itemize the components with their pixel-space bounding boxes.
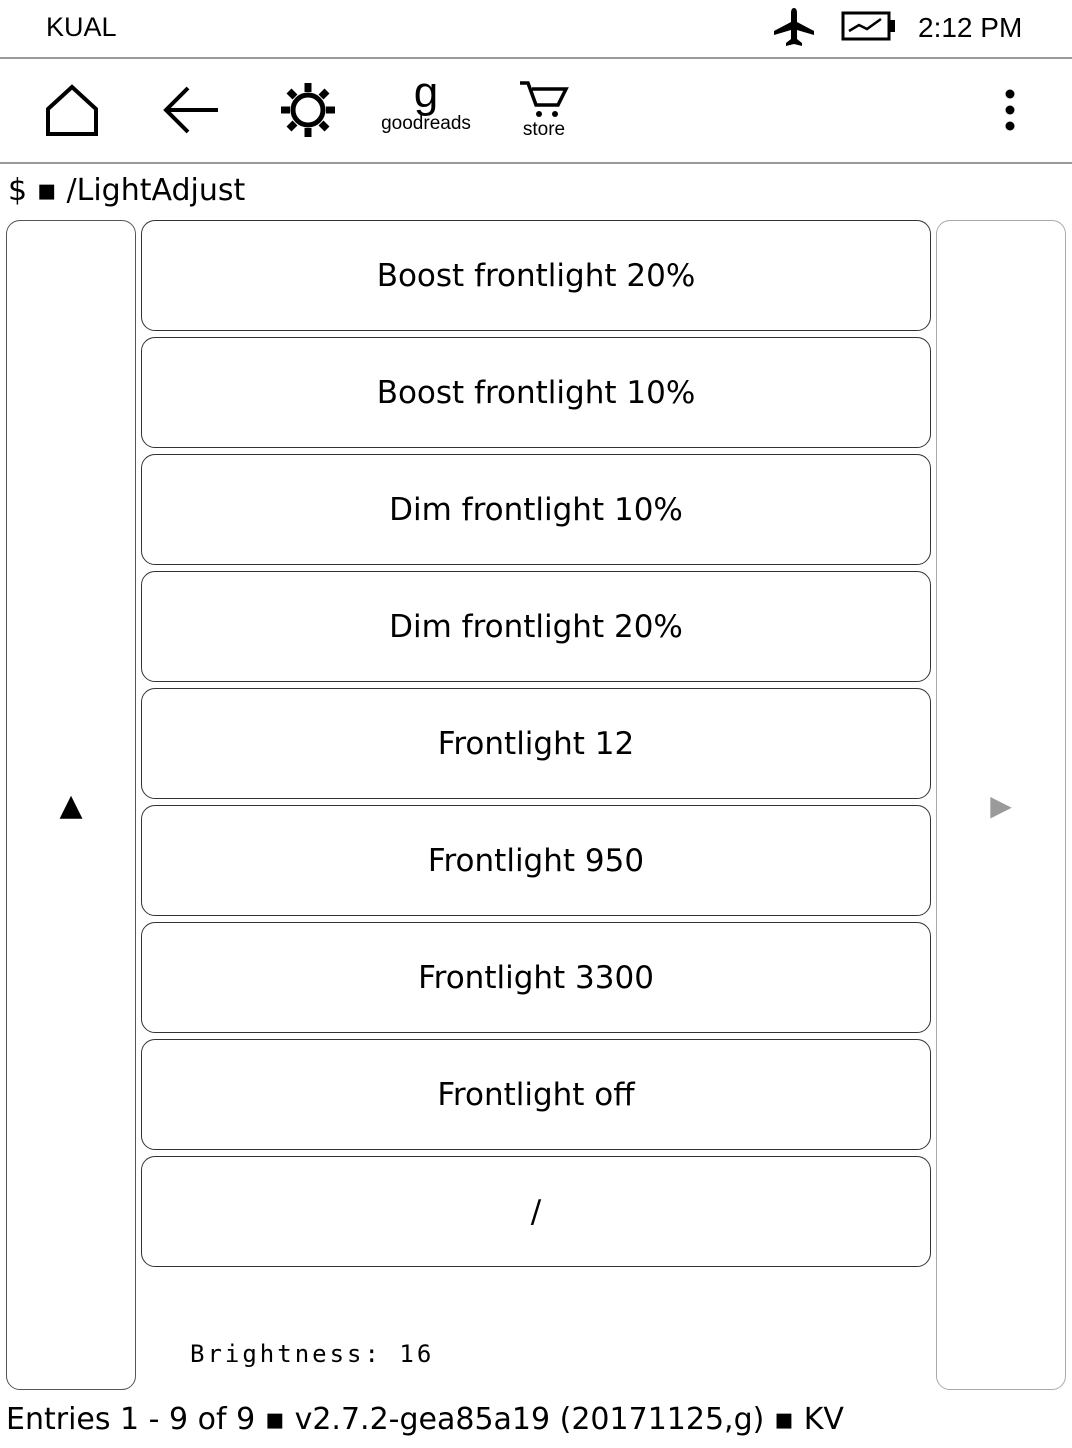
entry-label: Frontlight off bbox=[437, 1076, 635, 1113]
entry-label: Frontlight 3300 bbox=[418, 959, 654, 996]
entry-dim-20[interactable] bbox=[141, 571, 931, 682]
next-page-button[interactable] bbox=[936, 220, 1066, 1390]
up-arrow-icon: ▲ bbox=[59, 787, 83, 823]
entry-label: Frontlight 12 bbox=[437, 725, 635, 762]
entry-label: / bbox=[530, 1193, 542, 1230]
store-button[interactable] bbox=[506, 79, 582, 145]
right-arrow-icon: ▶ bbox=[990, 788, 1012, 822]
app-name: KUAL bbox=[46, 12, 117, 42]
entry-frontlight-3300[interactable] bbox=[141, 922, 931, 1033]
store-label: store bbox=[522, 119, 566, 140]
clock: 2:12 PM bbox=[918, 12, 1023, 43]
toolbar bbox=[0, 59, 1072, 162]
brightness-readout: Brightness: 16 bbox=[190, 1340, 435, 1368]
home-icon bbox=[44, 83, 100, 137]
entry-label: Boost frontlight 20% bbox=[376, 257, 696, 294]
entry-boost-20[interactable] bbox=[141, 220, 931, 331]
menu-button[interactable] bbox=[996, 87, 1024, 133]
brightness-icon bbox=[279, 81, 337, 139]
entry-frontlight-12[interactable] bbox=[141, 688, 931, 799]
battery-charging-icon bbox=[841, 11, 897, 41]
back-arrow-icon bbox=[162, 85, 220, 135]
goodreads-button[interactable] bbox=[368, 68, 484, 145]
brightness-button[interactable] bbox=[279, 81, 337, 139]
airplane-icon bbox=[772, 6, 816, 48]
goodreads-label: goodreads bbox=[381, 113, 471, 134]
entry-label: Dim frontlight 20% bbox=[389, 608, 683, 645]
home-button[interactable] bbox=[44, 83, 100, 137]
divider bbox=[0, 162, 1072, 164]
entry-root[interactable] bbox=[141, 1156, 931, 1267]
status-bar bbox=[0, 0, 1072, 57]
entry-label: Frontlight 950 bbox=[427, 842, 645, 879]
cart-icon bbox=[518, 79, 570, 119]
entry-frontlight-off[interactable] bbox=[141, 1039, 931, 1150]
entry-frontlight-950[interactable] bbox=[141, 805, 931, 916]
back-button[interactable] bbox=[162, 85, 220, 135]
entry-boost-10[interactable] bbox=[141, 337, 931, 448]
entry-label: Boost frontlight 10% bbox=[376, 374, 696, 411]
entry-label: Dim frontlight 10% bbox=[389, 491, 683, 528]
goodreads-icon: g bbox=[413, 68, 439, 117]
more-vert-icon bbox=[996, 87, 1024, 133]
entry-dim-10[interactable] bbox=[141, 454, 931, 565]
current-path: $ ▪ /LightAdjust bbox=[8, 173, 246, 208]
footer-status: Entries 1 - 9 of 9 ▪ v2.7.2-gea85a19 (20171125,g) ▪ KV bbox=[6, 1402, 844, 1437]
scroll-up-button[interactable] bbox=[6, 220, 136, 1390]
